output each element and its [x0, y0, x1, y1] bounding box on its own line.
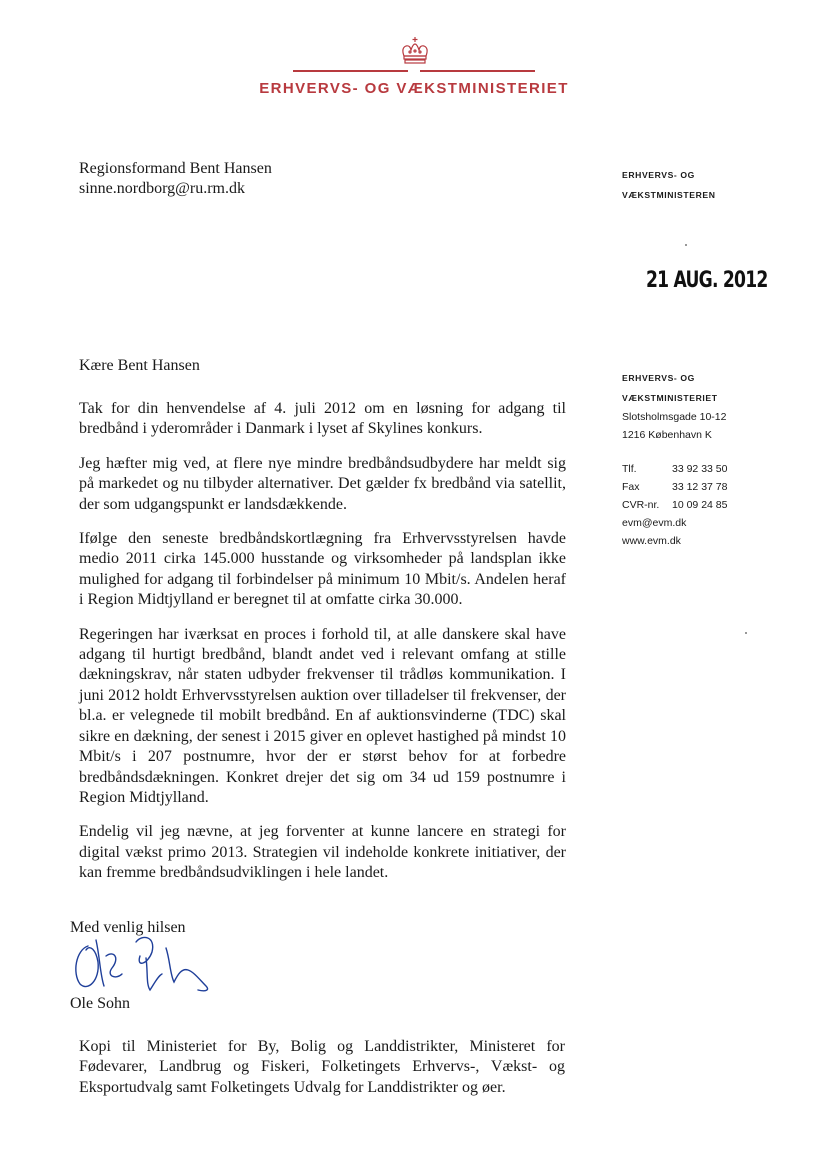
minister-line-1: ERHVERVS- OG — [622, 170, 695, 180]
letterhead-rule-left — [293, 70, 408, 72]
contact-label: Fax — [622, 481, 640, 493]
paragraph: Ifølge den seneste bredbåndskortlægning fra Erhvervsstyrelsen havde medio 2011 cirka 145.000 husstande og virksomheder på landsplan ikke mulighed for adgang til forbindelser på minimum 10 Mbit/s. Andelen heraf i Region Midtjylland er beregnet til at omfatte cirka 30.000. — [79, 530, 566, 609]
recipient-email: sinne.nordborg@ru.rm.dk — [79, 180, 245, 198]
date-stamp: 21 AUG. 2012 — [646, 268, 768, 293]
contact-web: www.evm.dk — [622, 535, 681, 547]
contact-label: Tlf. — [622, 463, 637, 475]
scan-speck — [745, 632, 747, 634]
paragraph: Jeg hæfter mig ved, at flere nye mindre bredbåndsudbydere har meldt sig på markedet og nu tilbyder alternativer. Det gælder fx bredbånd via satellit, der som udgangspunkt er landsdækkende. — [79, 454, 566, 513]
copy-recipients: Kopi til Ministeriet for By, Bolig og Landdistrikter, Ministeret for Fødevarer, Landbrug og Fiskeri, Folketingets Erhvervs-, Vækst- og Eksportudvalg samt Folketingets Udvalg for Landdistrikter og øer. — [79, 1038, 565, 1096]
closing: Med venlig hilsen — [70, 919, 186, 936]
letter-body — [79, 399, 566, 898]
minister-line-2: VÆKSTMINISTEREN — [622, 190, 716, 200]
contact-value: 33 92 33 50 — [672, 463, 728, 475]
contact-value: 10 09 24 85 — [672, 499, 728, 511]
ministry-line-2: VÆKSTMINISTERIET — [622, 393, 718, 403]
address-street: Slotsholmsgade 10-12 — [622, 411, 727, 423]
scan-speck — [685, 244, 687, 246]
ministry-line-1: ERHVERVS- OG — [622, 373, 695, 383]
recipient-name: Regionsformand Bent Hansen — [79, 160, 272, 177]
greeting: Kære Bent Hansen — [79, 357, 200, 374]
ministry-name: ERHVERVS- OG VÆKSTMINISTERIET — [259, 80, 569, 97]
address-city: 1216 København K — [622, 429, 712, 441]
contact-list — [622, 460, 727, 550]
contact-row-fax — [622, 478, 727, 496]
contact-email: evm@evm.dk — [622, 517, 687, 529]
paragraph: Regeringen har iværksat en proces i forhold til, at alle danskere skal have adgang til hurtigt bredbånd, blandt andet ved i relevant omfang at stille dækningskrav, når staten udbyder frekvenser til trådløs kommunikation. I juni 2012 holdt Erhvervsstyrelsen auktion over tilladelser til frekvenser, der bl.a. er velegnede til mobilt bredbånd. En af auktionsvinderne (TDC) skal sikre en dækning, der senest i 2015 giver en oplevet hastighed på mindst 10 Mbit/s i 207 postnumre, hvor der er størst behov for at forbedre bredbåndsdækningen. Konkret drejer det sig om 34 ud 159 postnumre i Region Midtjylland. — [79, 625, 566, 806]
contact-value: 33 12 37 78 — [672, 481, 728, 493]
sender-address-block — [622, 368, 727, 550]
letterhead-rule-right — [420, 70, 535, 72]
sender-minister-block — [622, 165, 716, 205]
contact-row-cvr — [622, 496, 727, 514]
contact-row-phone — [622, 460, 727, 478]
contact-label: CVR-nr. — [622, 499, 660, 511]
paragraph: Endelig vil jeg nævne, at jeg forventer at kunne lancere en strategi for digital vækst primo 2013. Strategien vil indeholde konkrete initiativer, der kan fremme bredbåndsudviklingen i hele landet. — [79, 823, 566, 882]
paragraph: Tak for din henvendelse af 4. juli 2012 om en løsning for adgang til bredbånd i yderområder i Danmark i lyset af Skylines konkurs. — [79, 400, 566, 438]
crown-logo-icon — [395, 36, 435, 66]
signer-name: Ole Sohn — [70, 995, 130, 1012]
recipient-block — [79, 159, 399, 200]
